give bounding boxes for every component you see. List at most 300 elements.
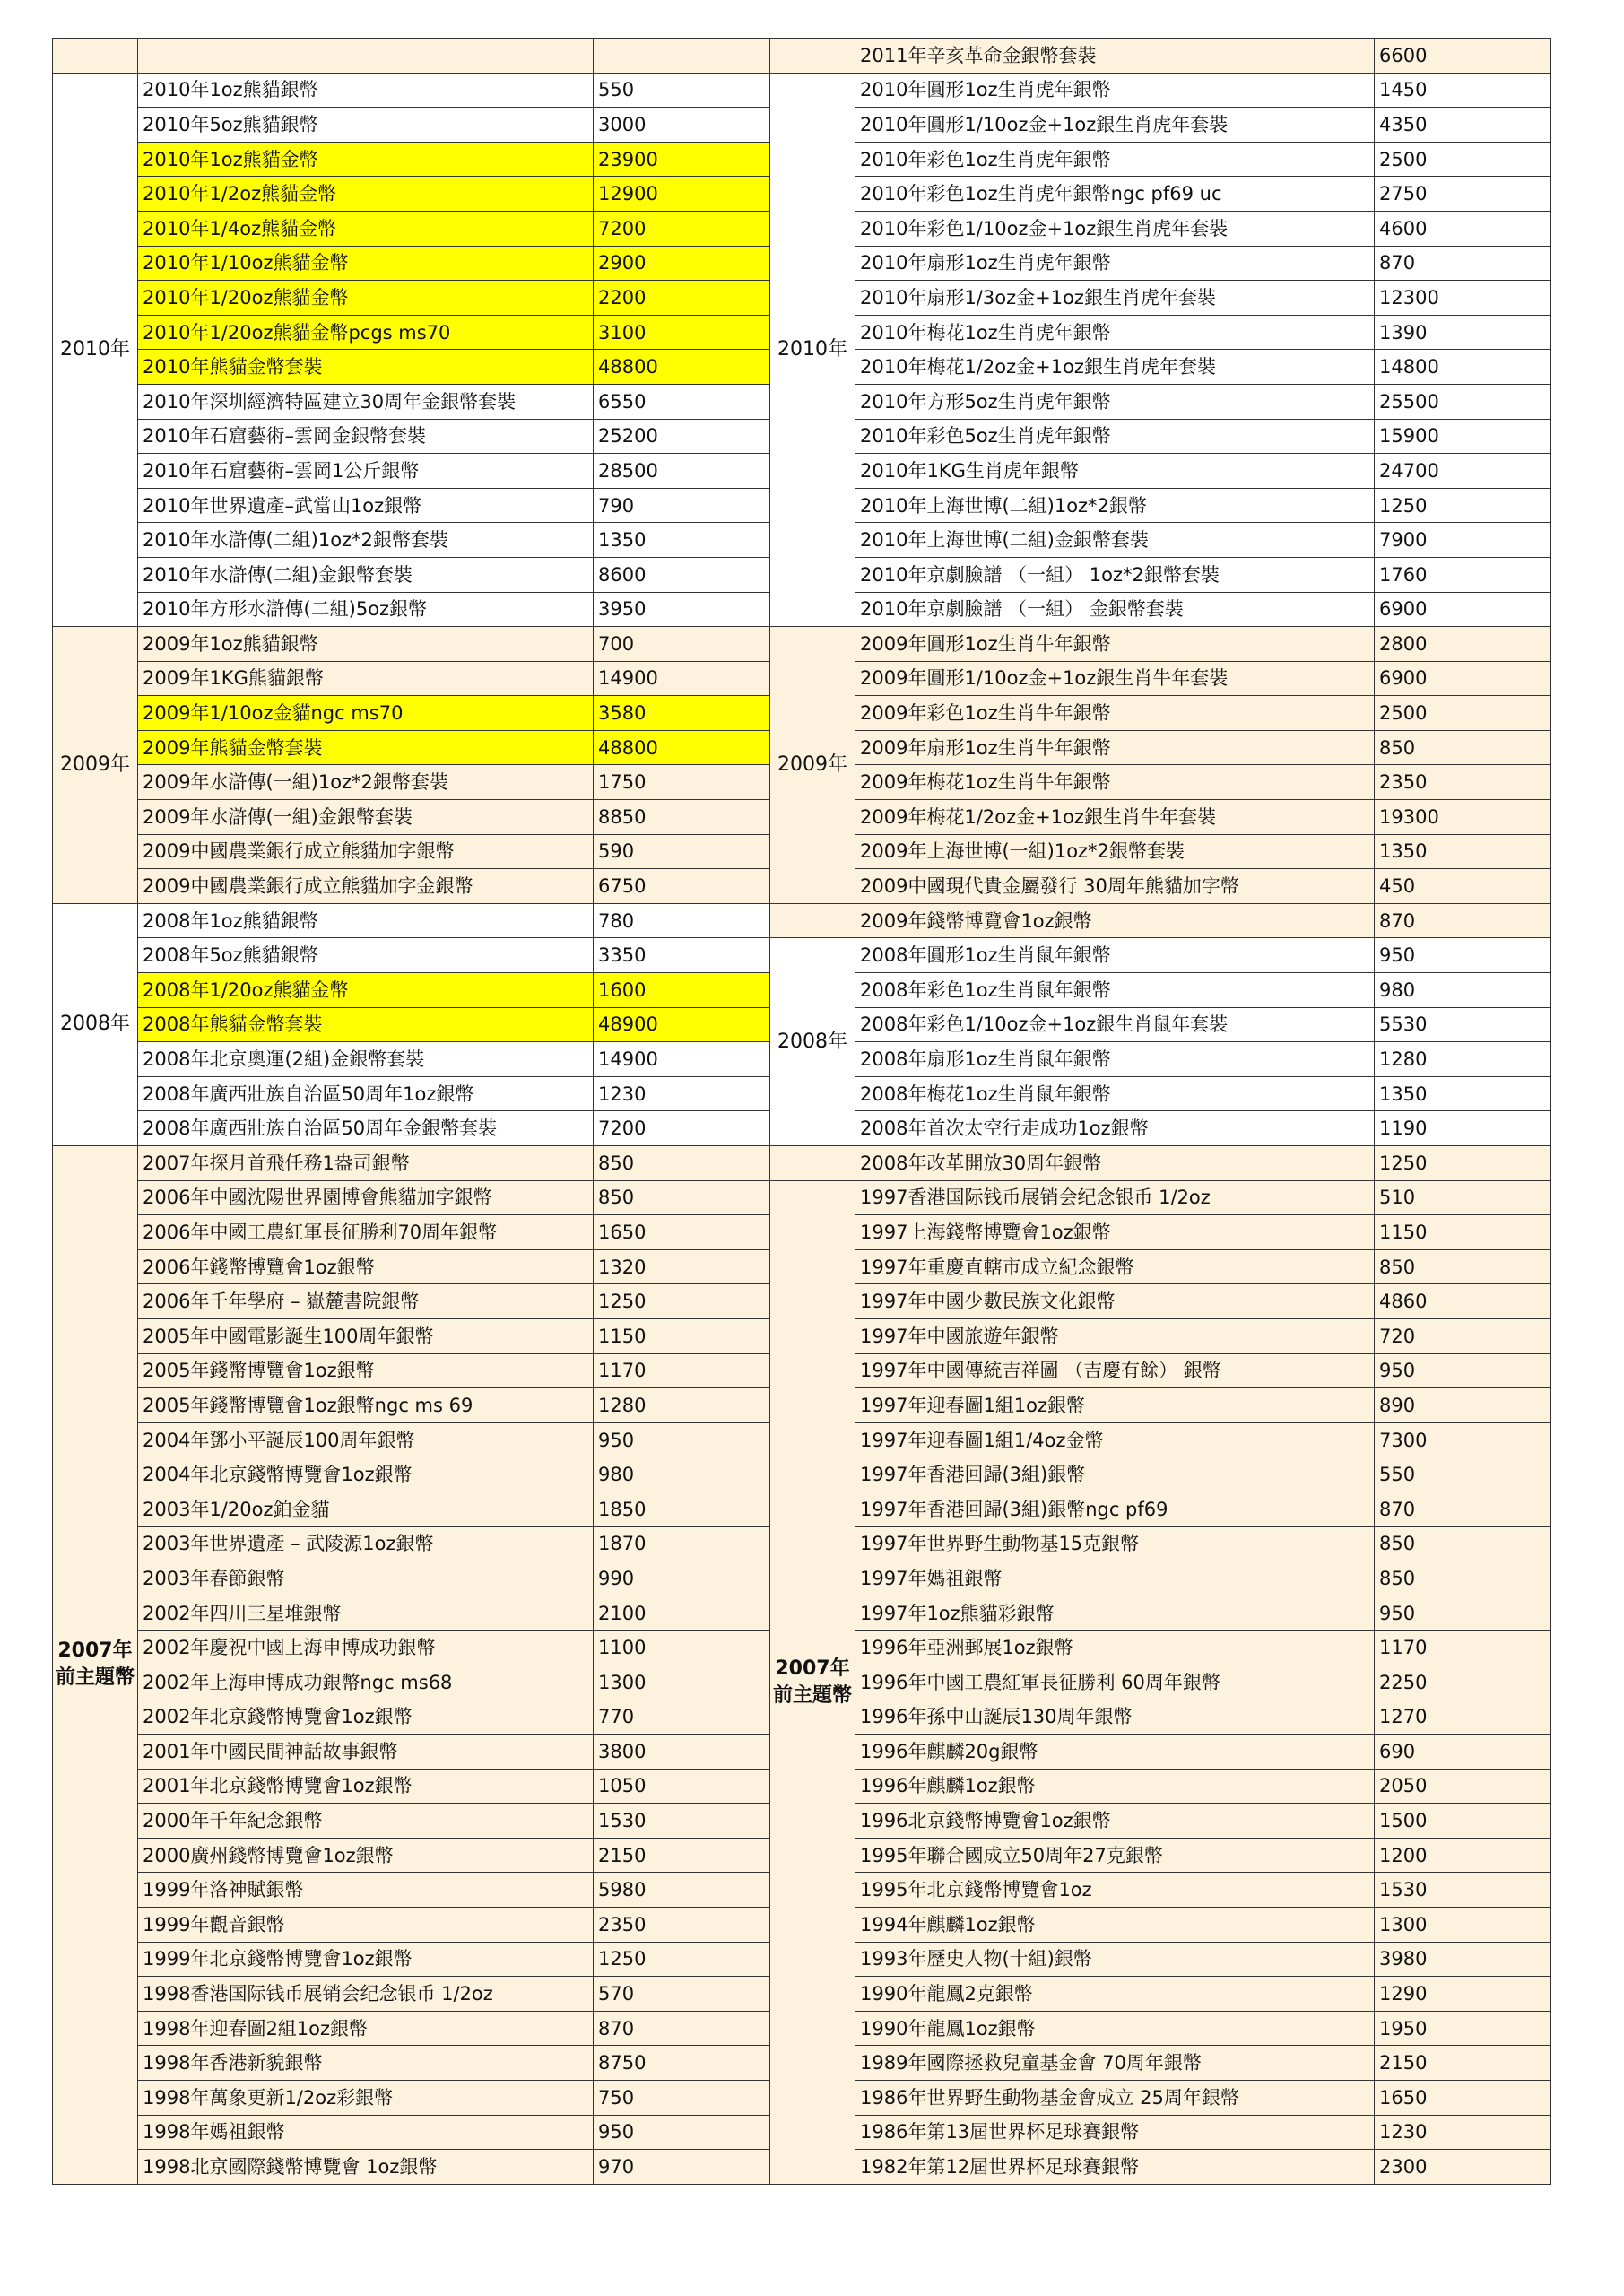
table-row — [770, 1284, 1551, 1319]
coin-name-cell: 1993年歷史人物(十組)銀幣 — [855, 1942, 1375, 1977]
coin-name-cell: 2008年廣西壯族自治區50周年金銀幣套裝 — [138, 1111, 594, 1146]
price-cell: 950 — [1375, 938, 1551, 973]
coin-name-cell: 2008年首次太空行走成功1oz銀幣 — [855, 1111, 1375, 1146]
price-cell: 2750 — [1375, 177, 1551, 212]
table-row — [770, 765, 1551, 800]
table-row — [53, 973, 770, 1008]
coin-name-cell: 2008年1oz熊貓銀幣 — [138, 903, 594, 938]
coin-name-cell: 2009年水滸傳(一組)金銀幣套裝 — [138, 800, 594, 835]
coin-name-cell: 2010年石窟藝術–雲岡金銀幣套裝 — [138, 419, 594, 454]
coin-name-cell: 2010年1/20oz熊貓金幣pcgs ms70 — [138, 315, 594, 350]
price-cell: 1870 — [594, 1526, 770, 1561]
price-cell: 870 — [594, 2011, 770, 2046]
table-row — [53, 1561, 770, 1596]
price-cell: 6750 — [594, 869, 770, 904]
table-row — [53, 1838, 770, 1873]
price-cell: 850 — [1375, 1526, 1551, 1561]
coin-name-cell: 2008年北京奧運(2組)金銀幣套裝 — [138, 1042, 594, 1077]
table-row — [770, 1180, 1551, 1215]
table-row — [53, 765, 770, 800]
coin-name-cell: 2010年彩色1oz生肖虎年銀幣 — [855, 142, 1375, 177]
table-row — [770, 2081, 1551, 2116]
price-cell: 14800 — [1375, 350, 1551, 385]
coin-name-cell: 2010年彩色1oz生肖虎年銀幣ngc pf69 uc — [855, 177, 1375, 212]
price-cell: 3000 — [594, 108, 770, 143]
table-row — [770, 592, 1551, 627]
table-row — [770, 627, 1551, 662]
coin-name-cell: 2009年梅花1/2oz金+1oz銀生肖牛年套裝 — [855, 800, 1375, 835]
coin-name-cell: 1998香港国际钱币展销会纪念银币 1/2oz — [138, 1977, 594, 2012]
price-cell: 1450 — [1375, 73, 1551, 108]
table-row — [53, 2150, 770, 2185]
coin-name-cell: 1999年北京錢幣博覽會1oz銀幣 — [138, 1942, 594, 1977]
coin-name-cell: 2010年梅花1/2oz金+1oz銀生肖虎年套裝 — [855, 350, 1375, 385]
table-row — [53, 2115, 770, 2150]
coin-name-cell: 2010年扇形1/3oz金+1oz銀生肖虎年套裝 — [855, 281, 1375, 316]
price-cell: 2300 — [1375, 2150, 1551, 2185]
price-cell: 14900 — [594, 661, 770, 696]
coin-name-cell: 2001年北京錢幣博覽會1oz銀幣 — [138, 1769, 594, 1804]
coin-name-cell: 1997年1oz熊貓彩銀幣 — [855, 1596, 1375, 1631]
coin-name-cell: 2006年中國沈陽世界園博會熊貓加字銀幣 — [138, 1180, 594, 1215]
table-row — [53, 1665, 770, 1700]
price-cell: 1350 — [594, 523, 770, 558]
price-cell: 1530 — [594, 1804, 770, 1839]
coin-name-cell: 2005年中國電影誕生100周年銀幣 — [138, 1318, 594, 1353]
table-row — [770, 246, 1551, 281]
table-row — [770, 834, 1551, 869]
price-cell: 7900 — [1375, 523, 1551, 558]
price-cell: 1280 — [594, 1388, 770, 1423]
table-row — [770, 1422, 1551, 1457]
price-cell: 990 — [594, 1561, 770, 1596]
coin-name-cell: 2009年扇形1oz生肖牛年銀幣 — [855, 730, 1375, 765]
price-cell: 2800 — [1375, 627, 1551, 662]
price-cell: 2500 — [1375, 696, 1551, 731]
price-cell: 1200 — [1375, 1838, 1551, 1873]
table-row — [53, 1284, 770, 1319]
year-group-cell: 2007年 前主題幣 — [770, 1180, 855, 2184]
table-row — [53, 2081, 770, 2116]
coin-name-cell: 1998北京國際錢幣博覽會 1oz銀幣 — [138, 2150, 594, 2185]
coin-name-cell: 1996年麒麟1oz銀幣 — [855, 1769, 1375, 1804]
price-cell: 1170 — [594, 1353, 770, 1388]
price-cell: 3580 — [594, 696, 770, 731]
coin-name-cell: 2006年千年學府 – 嶽麓書院銀幣 — [138, 1284, 594, 1319]
price-cell: 590 — [594, 834, 770, 869]
price-cell: 8850 — [594, 800, 770, 835]
table-row — [770, 661, 1551, 696]
price-cell: 48800 — [594, 350, 770, 385]
price-cell: 790 — [594, 488, 770, 523]
table-row — [770, 2115, 1551, 2150]
coin-name-cell: 2008年扇形1oz生肖鼠年銀幣 — [855, 1042, 1375, 1077]
price-cell: 5980 — [594, 1873, 770, 1908]
table-row — [770, 1111, 1551, 1146]
price-cell: 3800 — [594, 1735, 770, 1770]
coin-name-cell: 1989年國際拯救兒童基金會 70周年銀幣 — [855, 2046, 1375, 2081]
year-group-cell: 2007年 前主題幣 — [53, 1146, 138, 2185]
table-row — [770, 419, 1551, 454]
table-row — [53, 1007, 770, 1042]
table-row — [770, 1526, 1551, 1561]
table-row — [53, 419, 770, 454]
coin-name-cell: 2010年圓形1/10oz金+1oz銀生肖虎年套裝 — [855, 108, 1375, 143]
table-row — [53, 281, 770, 316]
price-cell: 980 — [1375, 973, 1551, 1008]
price-cell: 48900 — [594, 1007, 770, 1042]
price-cell: 1950 — [1375, 2011, 1551, 2046]
price-cell: 1280 — [1375, 1042, 1551, 1077]
coin-name-cell: 1995年聯合國成立50周年27克銀幣 — [855, 1838, 1375, 1873]
table-row — [53, 1942, 770, 1977]
price-cell: 1850 — [594, 1492, 770, 1526]
coin-name-cell: 2009年水滸傳(一組)1oz*2銀幣套裝 — [138, 765, 594, 800]
price-cell: 24700 — [1375, 454, 1551, 489]
price-cell: 7200 — [594, 211, 770, 246]
price-cell: 690 — [1375, 1735, 1551, 1770]
price-cell — [594, 39, 770, 74]
coin-name-cell: 1996年麒麟20g銀幣 — [855, 1735, 1375, 1770]
price-cell: 19300 — [1375, 800, 1551, 835]
coin-name-cell: 2000廣州錢幣博覽會1oz銀幣 — [138, 1838, 594, 1873]
price-cell: 950 — [1375, 1596, 1551, 1631]
table-row — [53, 661, 770, 696]
price-cell: 1100 — [594, 1631, 770, 1665]
table-row — [770, 1873, 1551, 1908]
price-cell: 3950 — [594, 592, 770, 627]
table-row — [53, 903, 770, 938]
price-cell: 1350 — [1375, 1076, 1551, 1111]
table-row — [770, 696, 1551, 731]
table-row — [53, 315, 770, 350]
table-row — [53, 1146, 770, 1181]
table-row — [53, 39, 770, 74]
coin-name-cell: 1990年龍鳳1oz銀幣 — [855, 2011, 1375, 2046]
coin-name-cell: 2008年5oz熊貓銀幣 — [138, 938, 594, 973]
coin-name-cell: 1997年中國旅遊年銀幣 — [855, 1318, 1375, 1353]
table-row — [770, 523, 1551, 558]
table-row — [53, 454, 770, 489]
price-cell: 510 — [1375, 1180, 1551, 1215]
price-cell: 950 — [594, 2115, 770, 2150]
price-cell: 1050 — [594, 1769, 770, 1804]
table-row — [770, 903, 1551, 938]
table-row — [53, 108, 770, 143]
table-row — [53, 1596, 770, 1631]
price-cell: 1300 — [594, 1665, 770, 1700]
coin-name-cell: 2009年1oz熊貓銀幣 — [138, 627, 594, 662]
price-cell: 2050 — [1375, 1769, 1551, 1804]
price-cell: 1300 — [1375, 1908, 1551, 1943]
coin-name-cell: 2009年上海世博(一組)1oz*2銀幣套裝 — [855, 834, 1375, 869]
coin-name-cell: 2011年辛亥革命金銀幣套裝 — [855, 39, 1375, 74]
table-row — [770, 1353, 1551, 1388]
table-row — [53, 177, 770, 212]
table-row — [770, 1769, 1551, 1804]
coin-name-cell: 1996年孫中山誕辰130周年銀幣 — [855, 1700, 1375, 1735]
price-cell: 8750 — [594, 2046, 770, 2081]
table-row — [770, 108, 1551, 143]
price-cell: 550 — [1375, 1457, 1551, 1492]
table-row — [53, 1422, 770, 1457]
year-group-cell: 2008年 — [53, 903, 138, 1145]
table-row — [770, 557, 1551, 592]
coin-name-cell: 2009年圓形1oz生肖牛年銀幣 — [855, 627, 1375, 662]
price-cell: 700 — [594, 627, 770, 662]
coin-name-cell: 1997年香港回歸(3組)銀幣ngc pf69 — [855, 1492, 1375, 1526]
table-row — [53, 246, 770, 281]
price-cell: 1230 — [1375, 2115, 1551, 2150]
table-row — [53, 350, 770, 385]
table-row — [53, 142, 770, 177]
table-row — [53, 696, 770, 731]
coin-name-cell — [138, 39, 594, 74]
price-cell: 1760 — [1375, 557, 1551, 592]
price-cell: 6600 — [1375, 39, 1551, 74]
price-cell: 850 — [1375, 1561, 1551, 1596]
table-row — [770, 142, 1551, 177]
coin-name-cell: 1986年世界野生動物基金會成立 25周年銀幣 — [855, 2081, 1375, 2116]
coin-name-cell: 1996年中國工農紅軍長征勝利 60周年銀幣 — [855, 1665, 1375, 1700]
price-cell: 8600 — [594, 557, 770, 592]
table-row — [770, 1700, 1551, 1735]
coin-name-cell: 2010年1/10oz熊貓金幣 — [138, 246, 594, 281]
price-cell: 15900 — [1375, 419, 1551, 454]
table-row — [770, 177, 1551, 212]
coin-name-cell: 2010年1/2oz熊貓金幣 — [138, 177, 594, 212]
table-row — [770, 73, 1551, 108]
price-cell: 850 — [594, 1180, 770, 1215]
coin-name-cell: 2010年上海世博(二組)金銀幣套裝 — [855, 523, 1375, 558]
table-row — [53, 1735, 770, 1770]
table-row — [53, 869, 770, 904]
table-row — [770, 1631, 1551, 1665]
table-row — [770, 1942, 1551, 1977]
table-row — [53, 730, 770, 765]
table-row — [770, 2046, 1551, 2081]
price-cell: 14900 — [594, 1042, 770, 1077]
price-cell: 1170 — [1375, 1631, 1551, 1665]
right-table-body — [770, 39, 1551, 2185]
coin-name-cell: 2007年探月首飛任務1盎司銀幣 — [138, 1146, 594, 1181]
coin-name-cell: 2000年千年紀念銀幣 — [138, 1804, 594, 1839]
coin-name-cell: 2010年石窟藝術–雲岡1公斤銀幣 — [138, 454, 594, 489]
table-row — [770, 281, 1551, 316]
table-row — [770, 938, 1551, 973]
price-cell: 1600 — [594, 973, 770, 1008]
coin-name-cell: 1997年重慶直轄市成立紀念銀幣 — [855, 1249, 1375, 1284]
table-row — [770, 384, 1551, 419]
table-row — [770, 730, 1551, 765]
coin-name-cell: 2010年彩色5oz生肖虎年銀幣 — [855, 419, 1375, 454]
coin-name-cell: 2010年1/20oz熊貓金幣 — [138, 281, 594, 316]
coin-name-cell: 2003年世界遺產 – 武陵源1oz銀幣 — [138, 1526, 594, 1561]
price-cell: 1500 — [1375, 1804, 1551, 1839]
table-row — [53, 1215, 770, 1250]
coin-name-cell: 2009年熊貓金幣套裝 — [138, 730, 594, 765]
coin-name-cell: 2010年1/4oz熊貓金幣 — [138, 211, 594, 246]
coin-name-cell: 2010年世界遺產–武當山1oz銀幣 — [138, 488, 594, 523]
table-row — [53, 1631, 770, 1665]
coin-name-cell: 1998年香港新貌銀幣 — [138, 2046, 594, 2081]
table-row — [770, 1076, 1551, 1111]
table-row — [53, 938, 770, 973]
price-cell: 750 — [594, 2081, 770, 2116]
coin-name-cell: 1997年中國傳統吉祥圖 （吉慶有餘） 銀幣 — [855, 1353, 1375, 1388]
table-row — [770, 1838, 1551, 1873]
price-cell: 2500 — [1375, 142, 1551, 177]
coin-name-cell: 2009年1KG熊貓銀幣 — [138, 661, 594, 696]
price-cell: 6900 — [1375, 592, 1551, 627]
table-row — [770, 1457, 1551, 1492]
price-cell: 1320 — [594, 1249, 770, 1284]
coin-name-cell: 2010年熊貓金幣套裝 — [138, 350, 594, 385]
table-row — [770, 1492, 1551, 1526]
table-row — [53, 73, 770, 108]
coin-name-cell: 2002年上海申博成功銀幣ngc ms68 — [138, 1665, 594, 1700]
coin-name-cell: 2009年彩色1oz生肖牛年銀幣 — [855, 696, 1375, 731]
coin-name-cell: 1998年萬象更新1/2oz彩銀幣 — [138, 2081, 594, 2116]
price-cell: 870 — [1375, 1492, 1551, 1526]
coin-name-cell: 2010年水滸傳(二組)1oz*2銀幣套裝 — [138, 523, 594, 558]
price-cell: 2100 — [594, 1596, 770, 1631]
coin-name-cell: 1995年北京錢幣博覽會1oz — [855, 1873, 1375, 1908]
table-row — [770, 2150, 1551, 2185]
coin-name-cell: 2008年熊貓金幣套裝 — [138, 1007, 594, 1042]
table-row — [770, 800, 1551, 835]
table-row — [770, 1215, 1551, 1250]
coin-name-cell: 2002年北京錢幣博覽會1oz銀幣 — [138, 1700, 594, 1735]
coin-name-cell: 1997年迎春圖1組1/4oz金幣 — [855, 1422, 1375, 1457]
price-cell: 7200 — [594, 1111, 770, 1146]
coin-name-cell: 2004年北京錢幣博覽會1oz銀幣 — [138, 1457, 594, 1492]
table-row — [770, 1665, 1551, 1700]
table-row — [53, 800, 770, 835]
price-cell: 4350 — [1375, 108, 1551, 143]
price-cell: 1350 — [1375, 834, 1551, 869]
table-row — [53, 1042, 770, 1077]
coin-name-cell: 2009年圓形1/10oz金+1oz銀生肖牛年套裝 — [855, 661, 1375, 696]
coin-name-cell: 1998年媽祖銀幣 — [138, 2115, 594, 2150]
coin-name-cell: 2006年中國工農紅軍長征勝利70周年銀幣 — [138, 1215, 594, 1250]
table-row — [53, 523, 770, 558]
coin-name-cell: 1986年第13屆世界杯足球賽銀幣 — [855, 2115, 1375, 2150]
table-row — [53, 1249, 770, 1284]
coin-name-cell: 2009中國農業銀行成立熊貓加字金銀幣 — [138, 869, 594, 904]
table-row — [770, 1146, 1551, 1181]
table-row — [53, 1526, 770, 1561]
price-cell: 1390 — [1375, 315, 1551, 350]
price-cell: 1290 — [1375, 1977, 1551, 2012]
coin-name-cell: 2008年彩色1/10oz金+1oz銀生肖鼠年套裝 — [855, 1007, 1375, 1042]
year-group-cell: 2009年 — [770, 627, 855, 904]
year-group-cell — [770, 1146, 855, 1181]
table-row — [53, 1318, 770, 1353]
price-cell: 12300 — [1375, 281, 1551, 316]
price-cell: 850 — [1375, 1249, 1551, 1284]
year-group-cell — [53, 39, 138, 74]
price-cell: 3100 — [594, 315, 770, 350]
table-row — [770, 1042, 1551, 1077]
coin-name-cell: 1997年媽祖銀幣 — [855, 1561, 1375, 1596]
coin-name-cell: 1982年第12屆世界杯足球賽銀幣 — [855, 2150, 1375, 2185]
year-group-cell — [770, 39, 855, 74]
coin-name-cell: 2008年廣西壯族自治區50周年1oz銀幣 — [138, 1076, 594, 1111]
coin-name-cell: 1996年亞洲郵展1oz銀幣 — [855, 1631, 1375, 1665]
price-cell: 12900 — [594, 177, 770, 212]
coin-name-cell: 2009中國農業銀行成立熊貓加字銀幣 — [138, 834, 594, 869]
coin-name-cell: 2010年京劇臉譜 （一組） 金銀幣套裝 — [855, 592, 1375, 627]
coin-name-cell: 1996北京錢幣博覽會1oz銀幣 — [855, 1804, 1375, 1839]
table-row — [53, 2011, 770, 2046]
coin-name-cell: 1999年觀音銀幣 — [138, 1908, 594, 1943]
coin-name-cell: 1998年迎春圖2組1oz銀幣 — [138, 2011, 594, 2046]
table-row — [53, 1873, 770, 1908]
table-row — [770, 1977, 1551, 2012]
coin-name-cell: 2010年5oz熊貓銀幣 — [138, 108, 594, 143]
price-cell: 950 — [1375, 1353, 1551, 1388]
table-row — [770, 454, 1551, 489]
coin-name-cell: 1997年迎春圖1組1oz銀幣 — [855, 1388, 1375, 1423]
price-cell: 2900 — [594, 246, 770, 281]
right-price-table — [769, 38, 1551, 2185]
table-row — [770, 973, 1551, 1008]
table-row — [770, 1388, 1551, 1423]
table-row — [770, 1804, 1551, 1839]
table-row — [770, 211, 1551, 246]
coin-name-cell: 2010年梅花1oz生肖虎年銀幣 — [855, 315, 1375, 350]
table-row — [53, 1804, 770, 1839]
coin-name-cell: 2010年深圳經濟特區建立30周年金銀幣套裝 — [138, 384, 594, 419]
price-cell: 28500 — [594, 454, 770, 489]
price-cell: 1250 — [1375, 488, 1551, 523]
table-row — [53, 1457, 770, 1492]
table-row — [770, 2011, 1551, 2046]
price-cell: 1230 — [594, 1076, 770, 1111]
coin-name-cell: 2010年彩色1/10oz金+1oz銀生肖虎年套裝 — [855, 211, 1375, 246]
price-cell: 2350 — [594, 1908, 770, 1943]
table-row — [53, 1111, 770, 1146]
coin-name-cell: 2010年1KG生肖虎年銀幣 — [855, 454, 1375, 489]
price-cell: 550 — [594, 73, 770, 108]
year-group-cell: 2010年 — [770, 73, 855, 627]
price-cell: 1250 — [594, 1284, 770, 1319]
coin-name-cell: 2009年1/10oz金貓ngc ms70 — [138, 696, 594, 731]
coin-name-cell: 1999年洛神賦銀幣 — [138, 1873, 594, 1908]
price-cell: 25500 — [1375, 384, 1551, 419]
price-cell: 1150 — [594, 1318, 770, 1353]
price-cell: 570 — [594, 1977, 770, 2012]
coin-name-cell: 2008年彩色1oz生肖鼠年銀幣 — [855, 973, 1375, 1008]
year-group-cell: 2009年 — [53, 627, 138, 904]
price-cell: 5530 — [1375, 1007, 1551, 1042]
coin-name-cell: 2008年圓形1oz生肖鼠年銀幣 — [855, 938, 1375, 973]
coin-name-cell: 2010年方形水滸傳(二組)5oz銀幣 — [138, 592, 594, 627]
table-row — [53, 592, 770, 627]
coin-name-cell: 2010年圓形1oz生肖虎年銀幣 — [855, 73, 1375, 108]
price-cell: 850 — [594, 1146, 770, 1181]
table-row — [53, 834, 770, 869]
table-row — [53, 1492, 770, 1526]
table-row — [53, 1353, 770, 1388]
table-row — [53, 1908, 770, 1943]
table-row — [53, 384, 770, 419]
price-cell: 720 — [1375, 1318, 1551, 1353]
price-cell: 1150 — [1375, 1215, 1551, 1250]
coin-name-cell: 2002年慶祝中國上海申博成功銀幣 — [138, 1631, 594, 1665]
table-row — [770, 39, 1551, 74]
